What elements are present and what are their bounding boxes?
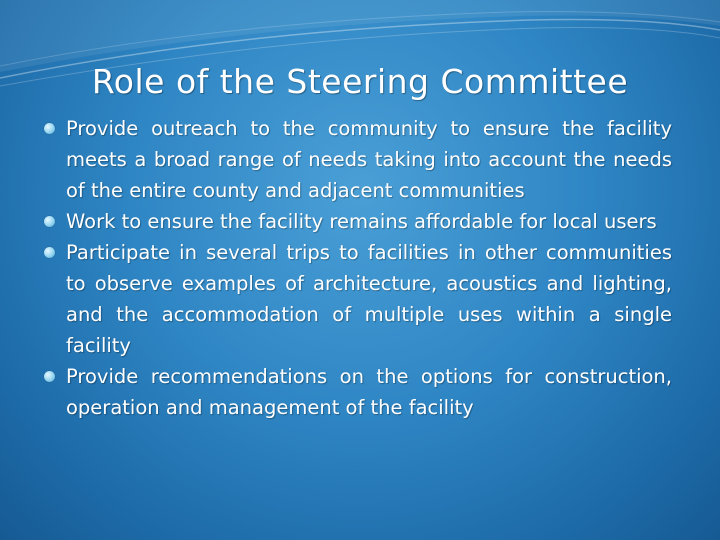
bullet-dot-icon bbox=[44, 371, 55, 382]
bullet-item bbox=[44, 361, 672, 423]
bullet-list bbox=[44, 113, 672, 423]
bullet-text: Participate in several trips to facilities in other communities to observe examples of architecture, acoustics and lighting, and the accommodation of multiple uses within a single facility bbox=[66, 241, 672, 357]
slide-title: Role of the Steering Committee bbox=[91, 62, 629, 101]
bullet-text: Provide outreach to the community to ensure the facility meets a broad range of needs taking into account the needs of the entire county and adjacent communities bbox=[66, 117, 672, 202]
bullet-item bbox=[44, 113, 672, 206]
bullet-item bbox=[44, 206, 672, 237]
bullet-item bbox=[44, 237, 672, 361]
bullet-dot-icon bbox=[44, 247, 55, 258]
bullet-text: Work to ensure the facility remains affordable for local users bbox=[66, 210, 657, 233]
bullet-text: Provide recommendations on the options for construction, operation and management of the facility bbox=[66, 365, 672, 419]
bullet-dot-icon bbox=[44, 123, 55, 134]
bullet-dot-icon bbox=[44, 216, 55, 227]
